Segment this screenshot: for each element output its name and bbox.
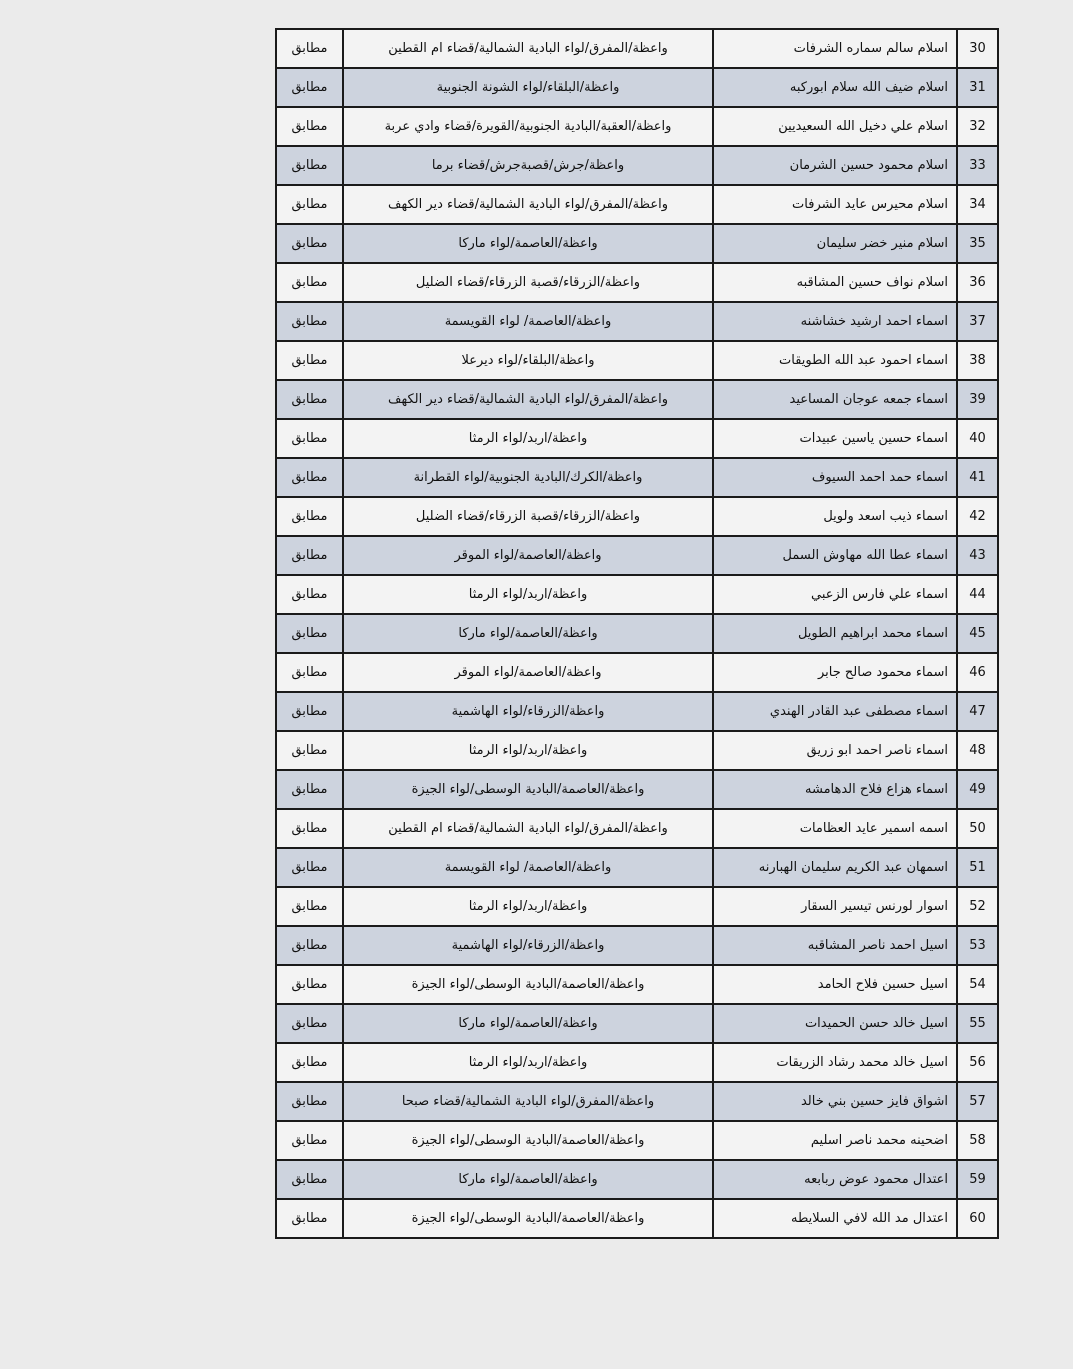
row-number: 48 xyxy=(957,731,998,770)
person-name: اعتدال مد الله لافي السلايطه xyxy=(713,1199,957,1238)
table-row xyxy=(276,536,998,575)
row-number: 35 xyxy=(957,224,998,263)
table-row xyxy=(276,68,998,107)
person-name: اسلام محمود حسين الشرمان xyxy=(713,146,957,185)
person-name: اسماء عطا الله مهاوش السمل xyxy=(713,536,957,575)
assignment-location: واعظة/العاصمة/لواء الموقر xyxy=(343,653,713,692)
assignment-location: واعظة/اربد/لواء الرمثا xyxy=(343,419,713,458)
status-cell: مطابق xyxy=(276,653,343,692)
person-name: اسماء هزاع فلاح الدهامشه xyxy=(713,770,957,809)
person-name: اسماء محمود صالح جابر xyxy=(713,653,957,692)
row-number: 55 xyxy=(957,1004,998,1043)
table-row xyxy=(276,302,998,341)
person-name: اسماء ناصر احمد ابو زريق xyxy=(713,731,957,770)
row-number: 34 xyxy=(957,185,998,224)
row-number: 56 xyxy=(957,1043,998,1082)
table-row xyxy=(276,1043,998,1082)
person-name: اسوار لورنس تيسير السقار xyxy=(713,887,957,926)
table-row xyxy=(276,419,998,458)
row-number: 59 xyxy=(957,1160,998,1199)
person-name: اسماء احمود عبد الله الطويقات xyxy=(713,341,957,380)
person-name: اعتدال محمود عوض ربابعه xyxy=(713,1160,957,1199)
assignment-location: واعظة/العاصمة/لواء ماركا xyxy=(343,224,713,263)
table-row xyxy=(276,731,998,770)
row-number: 60 xyxy=(957,1199,998,1238)
results-table-container xyxy=(275,28,989,1239)
table-row xyxy=(276,458,998,497)
row-number: 52 xyxy=(957,887,998,926)
assignment-location: واعظة/الزرقاء/لواء الهاشمية xyxy=(343,926,713,965)
assignment-location: واعظة/اربد/لواء الرمثا xyxy=(343,575,713,614)
status-cell: مطابق xyxy=(276,302,343,341)
row-number: 38 xyxy=(957,341,998,380)
row-number: 39 xyxy=(957,380,998,419)
status-cell: مطابق xyxy=(276,68,343,107)
assignment-location: واعظة/المفرق/لواء البادية الشمالية/قضاء دير الكهف xyxy=(343,185,713,224)
table-row xyxy=(276,770,998,809)
assignment-location: واعظة/المفرق/لواء البادية الشمالية/قضاء ام القطين xyxy=(343,29,713,68)
status-cell: مطابق xyxy=(276,926,343,965)
table-row xyxy=(276,1121,998,1160)
assignment-location: واعظة/الزرقاء/قصبة الزرقاء/قضاء الضليل xyxy=(343,497,713,536)
person-name: اسماء جمعه عوجان المساعيد xyxy=(713,380,957,419)
person-name: اسلام ضيف الله سلام ابوركبه xyxy=(713,68,957,107)
table-row xyxy=(276,887,998,926)
person-name: اسيل خالد محمد رشاد الزريقات xyxy=(713,1043,957,1082)
row-number: 47 xyxy=(957,692,998,731)
person-name: اسماء حمد احمد السيوف xyxy=(713,458,957,497)
status-cell: مطابق xyxy=(276,1004,343,1043)
status-cell: مطابق xyxy=(276,263,343,302)
status-cell: مطابق xyxy=(276,809,343,848)
status-cell: مطابق xyxy=(276,497,343,536)
person-name: اشواق فايز حسين بني خالد xyxy=(713,1082,957,1121)
row-number: 42 xyxy=(957,497,998,536)
assignment-location: واعظة/اربد/لواء الرمثا xyxy=(343,1043,713,1082)
status-cell: مطابق xyxy=(276,419,343,458)
status-cell: مطابق xyxy=(276,185,343,224)
status-cell: مطابق xyxy=(276,380,343,419)
status-cell: مطابق xyxy=(276,731,343,770)
status-cell: مطابق xyxy=(276,887,343,926)
status-cell: مطابق xyxy=(276,224,343,263)
person-name: اسلام علي دخيل الله السعيديين xyxy=(713,107,957,146)
status-cell: مطابق xyxy=(276,575,343,614)
assignment-location: واعظة/العقبة/البادية الجنوبية/القويرة/قضاء وادي عربة xyxy=(343,107,713,146)
row-number: 43 xyxy=(957,536,998,575)
row-number: 54 xyxy=(957,965,998,1004)
row-number: 40 xyxy=(957,419,998,458)
table-row xyxy=(276,809,998,848)
assignment-location: واعظة/الزرقاء/لواء الهاشمية xyxy=(343,692,713,731)
row-number: 51 xyxy=(957,848,998,887)
person-name: اسلام منير خضر سليمان xyxy=(713,224,957,263)
row-number: 58 xyxy=(957,1121,998,1160)
status-cell: مطابق xyxy=(276,770,343,809)
assignment-location: واعظة/العاصمة/ لواء القويسمة xyxy=(343,302,713,341)
row-number: 32 xyxy=(957,107,998,146)
row-number: 53 xyxy=(957,926,998,965)
status-cell: مطابق xyxy=(276,536,343,575)
table-row xyxy=(276,1082,998,1121)
table-row xyxy=(276,653,998,692)
row-number: 41 xyxy=(957,458,998,497)
assignment-location: واعظة/البلقاء/لواء الشونة الجنوبية xyxy=(343,68,713,107)
status-cell: مطابق xyxy=(276,1082,343,1121)
assignment-location: واعظة/العاصمة/البادية الوسطى/لواء الجيزة xyxy=(343,770,713,809)
person-name: اسماء حسين ياسين عبيدات xyxy=(713,419,957,458)
results-table-body xyxy=(276,29,998,1238)
person-name: اسماء علي فارس الزعبي xyxy=(713,575,957,614)
row-number: 44 xyxy=(957,575,998,614)
table-row xyxy=(276,107,998,146)
row-number: 33 xyxy=(957,146,998,185)
assignment-location: واعظة/العاصمة/البادية الوسطى/لواء الجيزة xyxy=(343,1199,713,1238)
table-row xyxy=(276,926,998,965)
assignment-location: واعظة/العاصمة/البادية الوسطى/لواء الجيزة xyxy=(343,1121,713,1160)
assignment-location: واعظة/الزرقاء/قصبة الزرقاء/قضاء الضليل xyxy=(343,263,713,302)
assignment-location: واعظة/العاصمة/لواء ماركا xyxy=(343,614,713,653)
status-cell: مطابق xyxy=(276,1043,343,1082)
person-name: اسماء محمد ابراهيم الطويل xyxy=(713,614,957,653)
row-number: 30 xyxy=(957,29,998,68)
person-name: اسلام نواف حسين المشاقبه xyxy=(713,263,957,302)
status-cell: مطابق xyxy=(276,1121,343,1160)
table-row xyxy=(276,1004,998,1043)
table-row xyxy=(276,497,998,536)
status-cell: مطابق xyxy=(276,107,343,146)
table-row xyxy=(276,965,998,1004)
person-name: اسماء مصطفى عبد القادر الهندي xyxy=(713,692,957,731)
table-row xyxy=(276,575,998,614)
person-name: اسيل خالد حسن الحميدات xyxy=(713,1004,957,1043)
row-number: 46 xyxy=(957,653,998,692)
row-number: 57 xyxy=(957,1082,998,1121)
person-name: اسمه اسمير عايد العظامات xyxy=(713,809,957,848)
assignment-location: واعظة/البلقاء/لواء ديرعلا xyxy=(343,341,713,380)
status-cell: مطابق xyxy=(276,1160,343,1199)
results-table xyxy=(275,28,999,1239)
status-cell: مطابق xyxy=(276,965,343,1004)
person-name: اسماء احمد ارشيد خشاشنه xyxy=(713,302,957,341)
assignment-location: واعظة/جرش/قصبةجرش/قضاء برما xyxy=(343,146,713,185)
assignment-location: واعظة/العاصمة/لواء ماركا xyxy=(343,1160,713,1199)
table-row xyxy=(276,1160,998,1199)
assignment-location: واعظة/اربد/لواء الرمثا xyxy=(343,887,713,926)
row-number: 31 xyxy=(957,68,998,107)
person-name: اسلام محيرس عايد الشرفات xyxy=(713,185,957,224)
table-row xyxy=(276,224,998,263)
table-row xyxy=(276,29,998,68)
row-number: 36 xyxy=(957,263,998,302)
status-cell: مطابق xyxy=(276,614,343,653)
person-name: اسيل احمد ناصر المشاقبه xyxy=(713,926,957,965)
assignment-location: واعظة/العاصمة/البادية الوسطى/لواء الجيزة xyxy=(343,965,713,1004)
assignment-location: واعظة/العاصمة/لواء الموقر xyxy=(343,536,713,575)
table-row xyxy=(276,146,998,185)
assignment-location: واعظة/العاصمة/ لواء القويسمة xyxy=(343,848,713,887)
row-number: 50 xyxy=(957,809,998,848)
status-cell: مطابق xyxy=(276,692,343,731)
table-row xyxy=(276,341,998,380)
status-cell: مطابق xyxy=(276,29,343,68)
table-row xyxy=(276,185,998,224)
row-number: 37 xyxy=(957,302,998,341)
table-row xyxy=(276,1199,998,1238)
assignment-location: واعظة/الكرك/البادية الجنوبية/لواء القطرانة xyxy=(343,458,713,497)
assignment-location: واعظة/المفرق/لواء البادية الشمالية/قضاء ام القطين xyxy=(343,809,713,848)
person-name: اضحينه محمد ناصر اسليم xyxy=(713,1121,957,1160)
status-cell: مطابق xyxy=(276,146,343,185)
person-name: اسلام سالم سماره الشرفات xyxy=(713,29,957,68)
person-name: اسمهان عبد الكريم سليمان الهبارنه xyxy=(713,848,957,887)
table-row xyxy=(276,263,998,302)
status-cell: مطابق xyxy=(276,1199,343,1238)
table-row xyxy=(276,380,998,419)
row-number: 49 xyxy=(957,770,998,809)
assignment-location: واعظة/اربد/لواء الرمثا xyxy=(343,731,713,770)
table-row xyxy=(276,692,998,731)
row-number: 45 xyxy=(957,614,998,653)
status-cell: مطابق xyxy=(276,848,343,887)
status-cell: مطابق xyxy=(276,341,343,380)
table-row xyxy=(276,614,998,653)
assignment-location: واعظة/المفرق/لواء البادية الشمالية/قضاء دير الكهف xyxy=(343,380,713,419)
person-name: اسيل حسين فلاح الحامد xyxy=(713,965,957,1004)
status-cell: مطابق xyxy=(276,458,343,497)
person-name: اسماء ذيب اسعد ولويل xyxy=(713,497,957,536)
assignment-location: واعظة/المفرق/لواء البادية الشمالية/قضاء صبحا xyxy=(343,1082,713,1121)
assignment-location: واعظة/العاصمة/لواء ماركا xyxy=(343,1004,713,1043)
table-row xyxy=(276,848,998,887)
